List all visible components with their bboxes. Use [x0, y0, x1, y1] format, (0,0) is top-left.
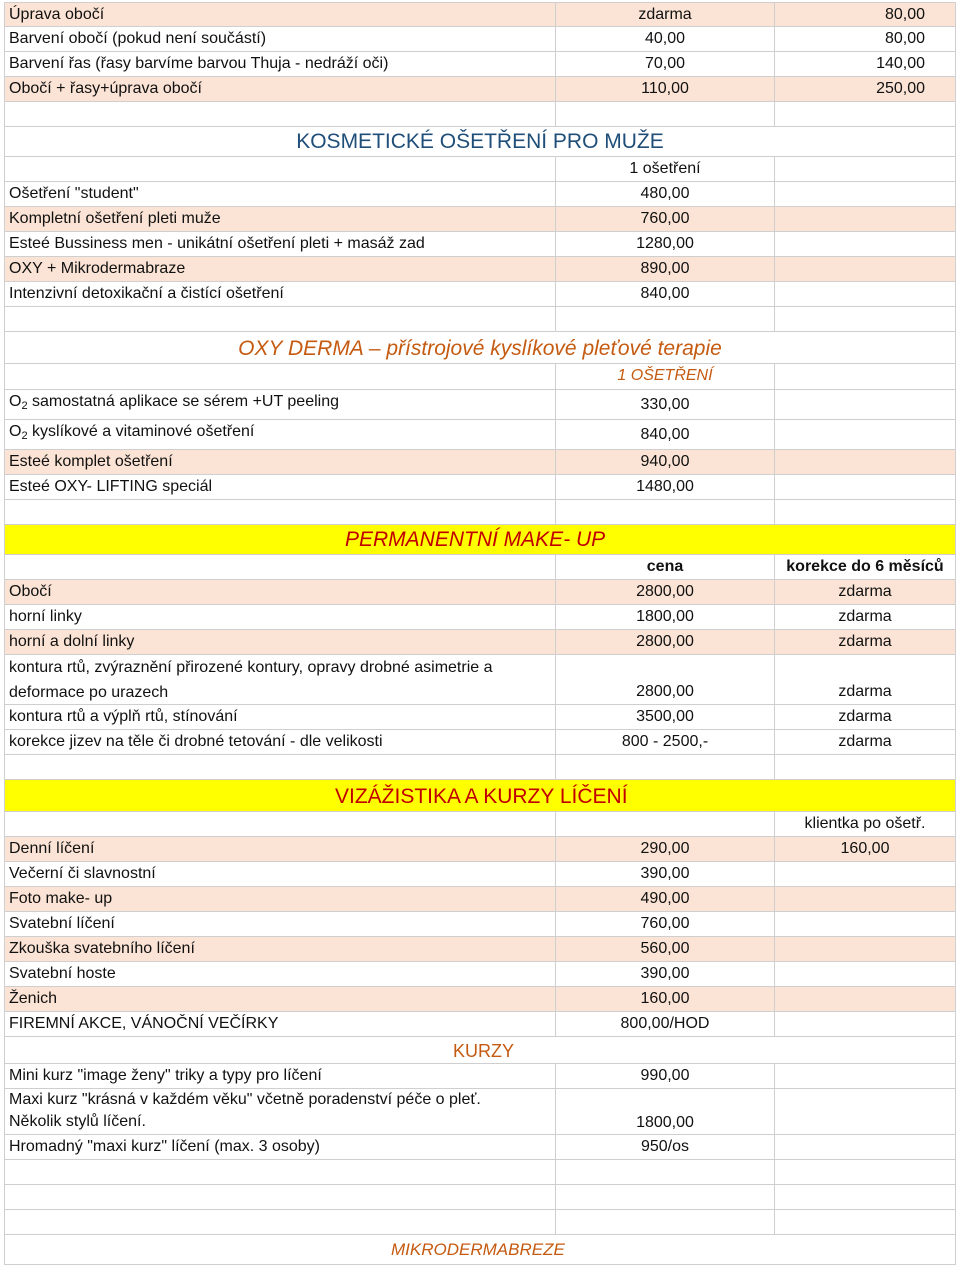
section-title-row [4, 127, 956, 157]
service-price: 1280,00 [555, 232, 774, 256]
table-row [4, 1064, 956, 1089]
service-price: 2800,00 [555, 580, 774, 604]
column-header-price: 1 ošetření [555, 157, 774, 181]
service-price: 760,00 [555, 912, 774, 936]
service-price: 560,00 [555, 937, 774, 961]
table-row [4, 390, 956, 420]
service-price: 990,00 [555, 1064, 774, 1088]
table-row [4, 1012, 956, 1037]
service-price: 1480,00 [555, 475, 774, 499]
service-price: 800 - 2500,- [555, 730, 774, 754]
service-name: horní a dolní linky [4, 630, 555, 654]
service-name: Esteé Bussiness men - unikátní ošetření pleti + masáž zad [4, 232, 555, 256]
service-price: 290,00 [555, 837, 774, 861]
service-name: kontura rtů a výplň rtů, stínování [4, 705, 555, 729]
service-price: 940,00 [555, 450, 774, 474]
empty-row [4, 500, 956, 525]
price-list-sheet [4, 2, 956, 1265]
service-price: 840,00 [555, 282, 774, 306]
empty-row [4, 755, 956, 780]
service-klientka-price: 160,00 [774, 837, 956, 861]
empty-row [4, 307, 956, 332]
service-name: Esteé komplet ošetření [4, 450, 555, 474]
section-title-kosmetika: KOSMETICKÉ OŠETŘENÍ PRO MUŽE [4, 127, 956, 156]
service-price: 890,00 [555, 257, 774, 281]
table-row [4, 837, 956, 862]
service-name: Zkouška svatebního líčení [4, 937, 555, 961]
service-name [4, 420, 555, 449]
empty-row [4, 1210, 956, 1235]
table-row [4, 605, 956, 630]
service-price: 480,00 [555, 182, 774, 206]
service-extra-price: 140,00 [774, 52, 956, 76]
service-name: horní linky [4, 605, 555, 629]
table-row [4, 52, 956, 77]
table-row [4, 730, 956, 755]
service-extra-price: 80,00 [774, 27, 956, 51]
table-row [4, 862, 956, 887]
service-price: 490,00 [555, 887, 774, 911]
table-row [4, 1135, 956, 1160]
service-price: 2800,00 [555, 655, 774, 704]
empty-row [4, 1160, 956, 1185]
oxygen-subscript: 2 [21, 430, 28, 442]
oxygen-subscript: 2 [21, 400, 28, 412]
section-title-mikrodermabreze: MIKRODERMABREZE [4, 1235, 956, 1264]
table-row [4, 207, 956, 232]
service-name: Úprava obočí [4, 3, 555, 26]
section-title-row [4, 332, 956, 364]
table-row [4, 580, 956, 605]
service-price: 1800,00 [555, 605, 774, 629]
service-name: OXY + Mikrodermabraze [4, 257, 555, 281]
table-row [4, 420, 956, 450]
service-price: zdarma [555, 3, 774, 26]
service-price: 330,00 [555, 390, 774, 419]
table-row [4, 655, 956, 705]
service-korekce: zdarma [774, 630, 956, 654]
oxygen-symbol: O [9, 423, 22, 440]
service-price: 950/os [555, 1135, 774, 1159]
service-name: Foto make- up [4, 887, 555, 911]
oxygen-symbol: O [9, 393, 22, 410]
table-row [4, 450, 956, 475]
service-name: korekce jizev na těle či drobné tetování - dle velikosti [4, 730, 555, 754]
column-header-row [4, 555, 956, 580]
service-name: Obočí + řasy+úprava obočí [4, 77, 555, 101]
service-price: 800,00/HOD [555, 1012, 774, 1036]
service-name: FIREMNÍ AKCE, VÁNOČNÍ VEČÍRKY [4, 1012, 555, 1036]
service-name: Mini kurz "image ženy" triky a typy pro líčení [4, 1064, 555, 1088]
service-extra-price: 250,00 [774, 77, 956, 101]
service-name: Barvení řas (řasy barvíme barvou Thuja - nedráží oči) [4, 52, 555, 76]
table-row [4, 282, 956, 307]
table-row [4, 962, 956, 987]
service-name: Večerní či slavnostní [4, 862, 555, 886]
column-header-price: 1 OŠETŘENÍ [555, 364, 774, 389]
section-title-oxy-derma: OXY DERMA – přístrojové kyslíkové pleťové terapie [4, 332, 956, 363]
service-price: 40,00 [555, 27, 774, 51]
service-name: Intenzivní detoxikační a čistící ošetření [4, 282, 555, 306]
table-row [4, 937, 956, 962]
table-row [4, 2, 956, 27]
service-name [4, 390, 555, 419]
service-price: 2800,00 [555, 630, 774, 654]
table-row [4, 475, 956, 500]
service-price: 3500,00 [555, 705, 774, 729]
table-row [4, 257, 956, 282]
service-price: 160,00 [555, 987, 774, 1011]
service-name: Maxi kurz "krásná v každém věku" včetně poradenství péče o pleť. Několik stylů líčení. [4, 1089, 555, 1134]
service-name: Ženich [4, 987, 555, 1011]
column-header-row [4, 812, 956, 837]
service-korekce: zdarma [774, 705, 956, 729]
service-name: Kompletní ošetření pleti muže [4, 207, 555, 231]
service-price: 840,00 [555, 420, 774, 449]
table-row [4, 182, 956, 207]
service-name: Obočí [4, 580, 555, 604]
service-price: 70,00 [555, 52, 774, 76]
column-header-korekce: korekce do 6 měsíců [774, 555, 956, 579]
table-row [4, 232, 956, 257]
service-korekce: zdarma [774, 730, 956, 754]
table-row [4, 630, 956, 655]
service-name-text: samostatná aplikace se sérem +UT peeling [32, 393, 340, 410]
column-header-price: cena [555, 555, 774, 579]
table-row [4, 912, 956, 937]
service-name: Ošetření "student" [4, 182, 555, 206]
column-header-row [4, 364, 956, 390]
service-name: Denní líčení [4, 837, 555, 861]
service-name: kontura rtů, zvýraznění přirozené kontury, opravy drobné asimetrie a deformace po urazech [4, 655, 555, 704]
service-price: 1800,00 [555, 1089, 774, 1134]
service-name: Svatební líčení [4, 912, 555, 936]
service-name-text: kyslíkové a vitaminové ošetření [32, 423, 255, 440]
service-extra-price: 80,00 [774, 3, 956, 26]
table-row [4, 705, 956, 730]
service-korekce: zdarma [774, 580, 956, 604]
section-title-row [4, 1037, 956, 1064]
table-row [4, 1089, 956, 1135]
table-row [4, 987, 956, 1012]
column-header-klientka: klientka po ošetř. [774, 812, 956, 836]
service-price: 760,00 [555, 207, 774, 231]
table-row [4, 887, 956, 912]
service-name: Svatební hoste [4, 962, 555, 986]
service-price: 390,00 [555, 862, 774, 886]
section-title-row [4, 525, 956, 555]
service-korekce: zdarma [774, 605, 956, 629]
section-title-row [4, 780, 956, 812]
service-price: 110,00 [555, 77, 774, 101]
table-row [4, 27, 956, 52]
service-price: 390,00 [555, 962, 774, 986]
service-name: Hromadný "maxi kurz" líčení (max. 3 osoby) [4, 1135, 555, 1159]
section-title-vizazistika: VIZÁŽISTIKA A KURZY LÍČENÍ [4, 780, 956, 811]
section-title-kurzy: KURZY [4, 1037, 956, 1063]
service-name: Barvení obočí (pokud není součástí) [4, 27, 555, 51]
empty-row [4, 102, 956, 127]
service-name: Esteé OXY- LIFTING speciál [4, 475, 555, 499]
column-header-row [4, 157, 956, 182]
table-row [4, 77, 956, 102]
empty-row [4, 1185, 956, 1210]
section-title-pmu: PERMANENTNÍ MAKE- UP [4, 525, 956, 554]
service-korekce: zdarma [774, 655, 956, 704]
